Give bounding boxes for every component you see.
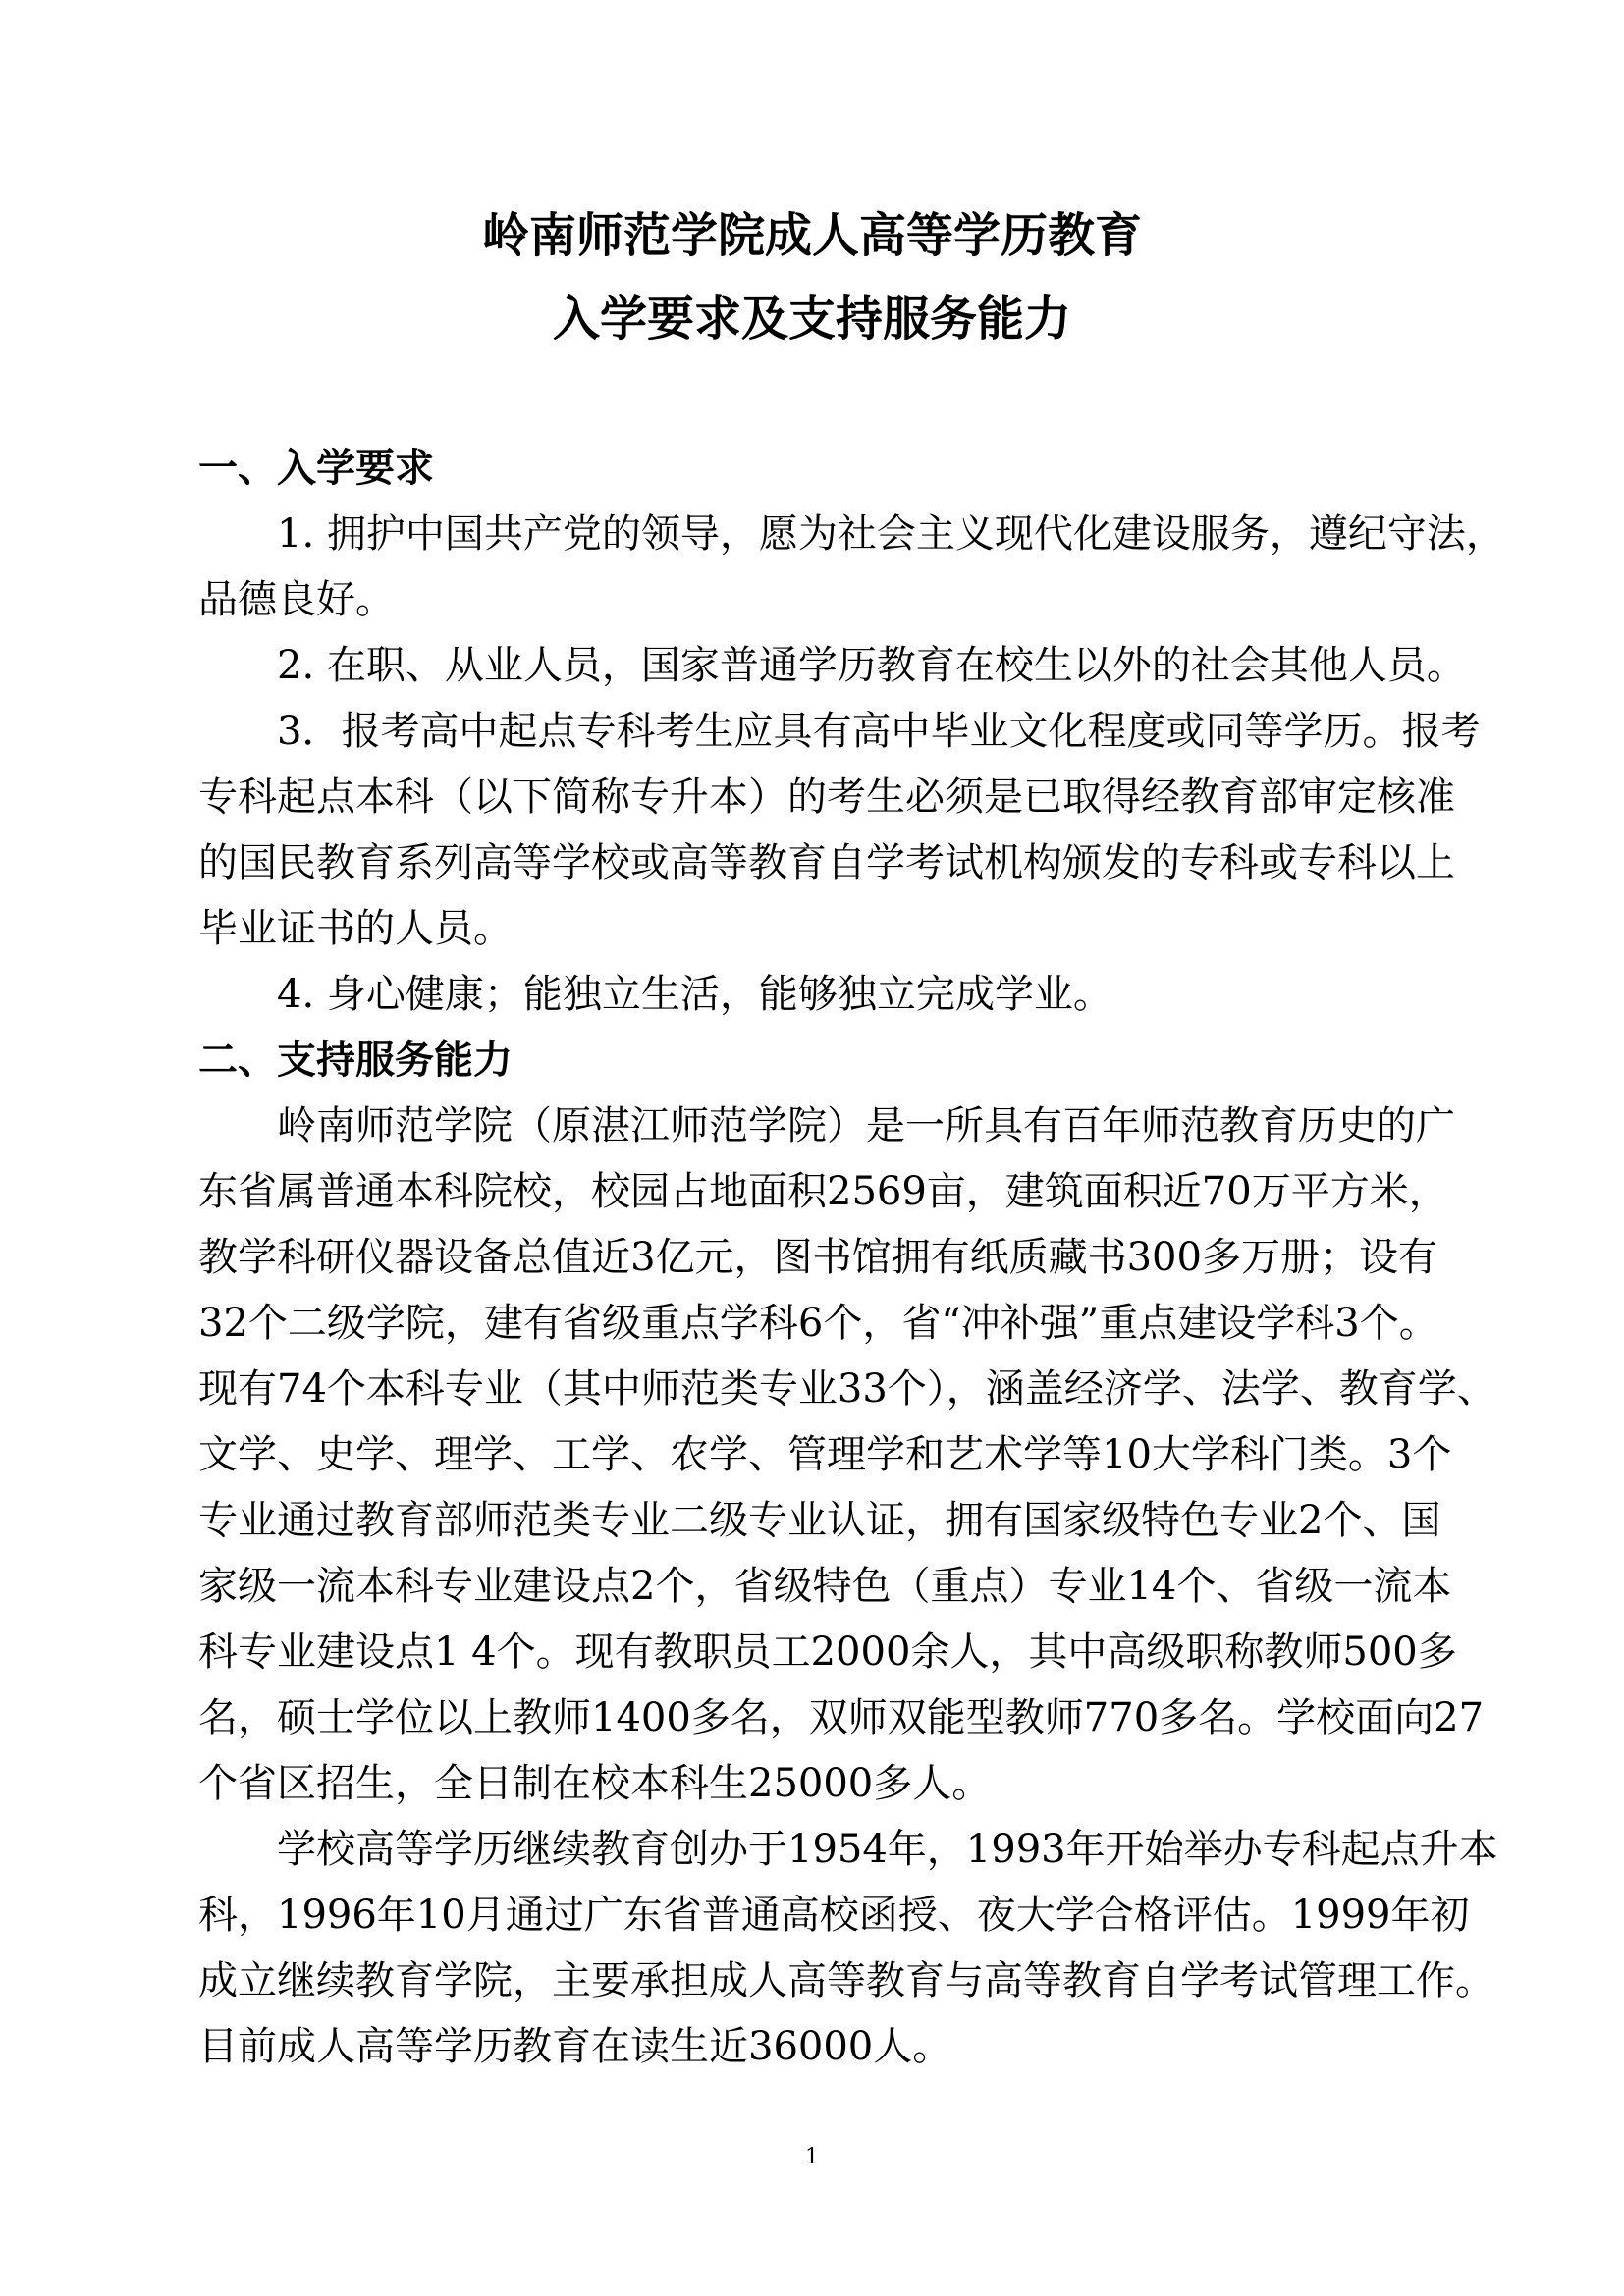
section-heading: 二、支持服务能力 bbox=[198, 1038, 513, 1083]
document-body bbox=[198, 436, 1505, 2080]
text-line: 专业通过教育部师范类专业二级专业认证，拥有国家级特色专业2个、国 bbox=[198, 1498, 1441, 1543]
text-line: 目前成人高等学历教育在读生近36000人。 bbox=[198, 2024, 952, 2069]
text-line: 毕业证书的人员。 bbox=[198, 906, 513, 951]
text-line: 3．报考高中起点专科考生应具有高中毕业文化程度或同等学历。报考 bbox=[277, 709, 1481, 754]
section bbox=[198, 436, 1505, 1028]
text-line: 现有74个本科专业（其中师范类专业33个），涵盖经济学、法学、教育学、 bbox=[198, 1366, 1496, 1412]
text-line: 岭南师范学院（原湛江师范学院）是一所具有百年师范教育历史的广 bbox=[277, 1103, 1455, 1148]
paragraph bbox=[198, 633, 1466, 699]
page-number: 1 bbox=[805, 2145, 819, 2169]
text-line: 专科起点本科（以下简称专升本）的考生必须是已取得经教育部审定核准 bbox=[198, 774, 1455, 820]
section-heading: 一、入学要求 bbox=[198, 446, 434, 491]
document-title-line-1: 岭南师范学院成人高等学历教育 bbox=[481, 208, 1142, 263]
paragraph bbox=[198, 502, 1505, 633]
text-line: 4. 身心健康；能独立生活，能够独立完成学业。 bbox=[277, 972, 1112, 1017]
text-line: 文学、史学、理学、工学、农学、管理学和艺术学等10大学科门类。3个 bbox=[198, 1432, 1452, 1477]
text-line: 学校高等学历继续教育创办于1954年，1993年开始举办专科起点升本 bbox=[277, 1827, 1498, 1872]
text-line: 科，1996年10月通过广东省普通高校函授、夜大学合格评估。1999年初 bbox=[198, 1893, 1470, 1938]
text-line: 32个二级学院，建有省级重点学科6个，省“冲补强”重点建设学科3个。 bbox=[198, 1301, 1438, 1346]
text-line: 个省区招生，全日制在校本科生25000多人。 bbox=[198, 1761, 992, 1806]
text-line: 科专业建设点1 4个。现有教职员工2000余人，其中高级职称教师500多 bbox=[198, 1629, 1457, 1675]
paragraph bbox=[198, 699, 1481, 962]
text-line: 名，硕士学位以上教师1400多名，双师双能型教师770多名。学校面向27 bbox=[198, 1695, 1485, 1740]
paragraph bbox=[198, 962, 1437, 1028]
paragraph bbox=[198, 1817, 1498, 2080]
text-line: 家级一流本科专业建设点2个，省级特色（重点）专业14个、省级一流本 bbox=[198, 1564, 1452, 1609]
text-line: 品德良好。 bbox=[198, 577, 395, 622]
text-line: 东省属普通本科院校，校园占地面积2569亩，建筑面积近70万平方米， bbox=[198, 1169, 1448, 1214]
text-line: 2. 在职、从业人员，国家普通学历教育在校生以外的社会其他人员。 bbox=[277, 643, 1466, 688]
section bbox=[198, 1028, 1498, 2080]
paragraph bbox=[198, 1094, 1496, 1817]
text-line: 的国民教育系列高等学校或高等教育自学考试机构颁发的专科或专科以上 bbox=[198, 840, 1455, 885]
text-line: 教学科研仪器设备总值近3亿元，图书馆拥有纸质藏书300多万册；设有 bbox=[198, 1235, 1437, 1280]
document-title-line-2: 入学要求及支持服务能力 bbox=[552, 292, 1071, 347]
text-line: 成立继续教育学院，主要承担成人高等教育与高等教育自学考试管理工作。 bbox=[198, 1958, 1494, 2003]
text-line: 1. 拥护中国共产党的领导，愿为社会主义现代化建设服务，遵纪守法， bbox=[277, 511, 1505, 557]
